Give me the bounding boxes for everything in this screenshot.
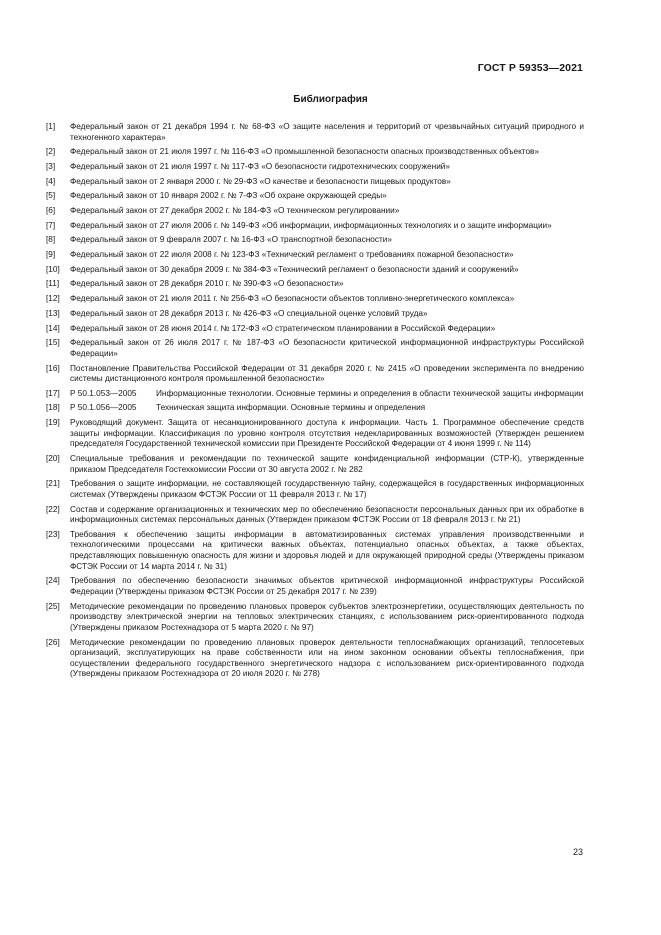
- entry-text: Федеральный закон от 28 июня 2014 г. № 172-ФЗ «О стратегическом планировании в Российской Федерации»: [70, 323, 496, 333]
- standard-code: Р 50.1.053—2005: [70, 388, 137, 398]
- bibliography-entry: [46, 338, 584, 359]
- entry-number: [23]: [46, 529, 60, 539]
- entry-text: Состав и содержание организационных и технических мер по обеспечению безопасности персональных данных при их обработке в информационных системах персональных данных (Утвержден приказом ФСТЭК России от 18 февраля 2013 г. № 21): [70, 504, 584, 525]
- entry-text: Федеральный закон от 21 июля 1997 г. № 116-ФЗ «О промышленной безопасности опасных производственных объектов»: [70, 147, 540, 157]
- entry-text: Информационные технологии. Основные термины и определения в области технической защиты информации: [156, 388, 584, 398]
- bibliography-entry: [46, 418, 584, 450]
- entry-number: [3]: [46, 161, 56, 171]
- entry-text: Федеральный закон от 21 июля 2011 г. № 256-ФЗ «О безопасности объектов топливно-энергетического комплекса»: [70, 294, 515, 304]
- bibliography-entry: [46, 265, 584, 276]
- entry-number: [18]: [46, 403, 60, 413]
- entry-number: [2]: [46, 147, 56, 157]
- bibliography-entry: [46, 638, 584, 680]
- entry-text: Постановление Правительства Российской Федерации от 31 декабря 2020 г. № 2415 «О проведении эксперимента по внедрению системы дистанционного контроля промышленной безопасности»: [70, 363, 584, 384]
- standard-code: Р 50.1.056—2005: [70, 403, 137, 413]
- entry-standard: [70, 389, 584, 400]
- entry-number: [8]: [46, 235, 56, 245]
- entry-text: Федеральный закон от 26 июля 2017 г. № 187-ФЗ «О безопасности критической информационной инфраструктуры Российской Федерации»: [70, 338, 584, 358]
- entry-number: [12]: [46, 294, 60, 304]
- entry-number: [16]: [46, 363, 60, 373]
- bibliography-entry: [46, 324, 584, 335]
- bibliography-entry: [46, 177, 584, 188]
- entry-text: Требования о защите информации, не составляющей государственную тайну, содержащейся в государственных информационных системах (Утверждены приказом ФСТЭК России от 11 февраля 2013 г. № 17): [70, 479, 584, 499]
- entry-number: [21]: [46, 479, 60, 489]
- entry-number: [25]: [46, 601, 60, 611]
- document-header: ГОСТ Р 59353—2021: [477, 62, 583, 74]
- entry-text: Техническая защита информации. Основные термины и определения: [156, 403, 426, 413]
- bibliography-entry: [46, 235, 584, 246]
- entry-number: [13]: [46, 308, 60, 318]
- entry-text: Федеральный закон от 21 декабря 1994 г. № 68-ФЗ «О защите населения и территорий от чрезвычайных ситуаций природного и техногенного характера»: [70, 122, 584, 142]
- entry-text: Руководящий документ. Защита от несанкционированного доступа к информации. Часть 1. Программное обеспечение средств защиты информации. Классификация по уровню контроля отсутствия недекларированных возможностей (Утвержден решением председателя Государственной технической комиссии при Президенте Российской Федерации от 4 июня 1999 г. № 114): [70, 418, 584, 449]
- entry-number: [1]: [46, 122, 56, 131]
- entry-number: [4]: [46, 176, 56, 186]
- entry-number: [14]: [46, 323, 60, 333]
- entry-number: [17]: [46, 388, 60, 398]
- entry-text: Федеральный закон от 10 января 2002 г. № 7-ФЗ «Об охране окружающей среды»: [70, 191, 387, 201]
- entry-text: Федеральный закон от 27 июля 2006 г. № 149-ФЗ «Об информации, информационных технологиях и о защите информации»: [70, 220, 552, 230]
- bibliography-entry: [46, 309, 584, 320]
- entry-text: Специальные требования и рекомендации по технической защите конфиденциальной информации (СТР-К), утвержденные приказом Председателя Гостехкомиссии России от 30 августа 2002 г. № 282: [70, 454, 584, 474]
- entry-number: [22]: [46, 504, 60, 514]
- bibliography-entry: [46, 364, 584, 385]
- entry-text: Требования по обеспечению безопасности значимых объектов критической информационной инфраструктуры Российской Федерации (Утверждены приказом ФСТЭК России от 25 декабря 2017 г. № 239): [70, 576, 584, 596]
- bibliography-entry: [46, 479, 584, 500]
- bibliography-entry: [46, 454, 584, 475]
- section-title: Библиография: [293, 94, 368, 105]
- entry-text: Методические рекомендации по проведению плановых проверок деятельности теплоснабжающих организаций, теплосетевых организаций, эксплуатирующих на праве собственности или на ином законном основании объекты теплоснабжения, при осуществлении федерального государственного энергетического надзора с использованием риск-ориентированного подхода (Утверждены приказом Ростехнадзора от 20 июля 2020 г. № 278): [70, 637, 584, 679]
- entry-number: [19]: [46, 418, 60, 428]
- bibliography-entry: [46, 191, 584, 202]
- entry-text: Федеральный закон от 27 декабря 2002 г. № 184-ФЗ «О техническом регулировании»: [70, 206, 400, 216]
- entry-number: [26]: [46, 637, 60, 647]
- bibliography-entry: [46, 389, 584, 400]
- bibliography-entry: [46, 162, 584, 173]
- page-number: 23: [572, 847, 583, 857]
- entry-number: [15]: [46, 338, 60, 348]
- entry-text: Федеральный закон от 9 февраля 2007 г. № 16-ФЗ «О транспортной безопасности»: [70, 235, 392, 245]
- bibliography-entry: [46, 147, 584, 158]
- entry-number: [5]: [46, 191, 56, 201]
- bibliography-entry: [46, 576, 584, 597]
- bibliography-entry: [46, 602, 584, 634]
- entry-text: Методические рекомендации по проведению плановых проверок субъектов электроэнергетики, осуществляющих деятельность по производству электрической энергии на тепловых электрических станциях, с использованием риск-ориентированного подхода (Утверждены приказом Ростехнадзора от 5 марта 2020 г. № 97): [70, 601, 584, 632]
- entry-number: [11]: [46, 279, 60, 289]
- entry-number: [20]: [46, 454, 60, 464]
- bibliography-entry: [46, 279, 584, 290]
- bibliography-entry: [46, 530, 584, 572]
- entry-number: [7]: [46, 220, 56, 230]
- bibliography-list: [46, 122, 584, 684]
- bibliography-entry: [46, 403, 584, 414]
- entry-text: Федеральный закон от 21 июля 1997 г. № 117-ФЗ «О безопасности гидротехнических сооружений»: [70, 161, 450, 171]
- bibliography-entry: [46, 250, 584, 261]
- bibliography-entry: [46, 505, 584, 526]
- entry-number: [9]: [46, 250, 56, 260]
- bibliography-entry: [46, 206, 584, 217]
- entry-text: Федеральный закон от 28 декабря 2010 г. № 390-ФЗ «О безопасности»: [70, 279, 344, 289]
- entry-standard: [70, 403, 584, 414]
- entry-text: Федеральный закон от 30 декабря 2009 г. № 384-ФЗ «Технический регламент о безопасности зданий и сооружений»: [70, 264, 519, 274]
- entry-text: Федеральный закон от 28 декабря 2013 г. № 426-ФЗ «О специальной оценке условий труда»: [70, 308, 428, 318]
- entry-number: [6]: [46, 206, 56, 216]
- entry-number: [10]: [46, 264, 60, 274]
- bibliography-entry: [46, 122, 584, 143]
- entry-text: Федеральный закон от 22 июля 2008 г. № 123-ФЗ «Технический регламент о требованиях пожарной безопасности»: [70, 250, 514, 260]
- entry-number: [24]: [46, 576, 60, 586]
- entry-text: Требования к обеспечению защиты информации в автоматизированных системах управления производственными и технологическими процессами на критически важных объектах, потенциально опасных объектах, а также объектах, представляющих повышенную опасность для жизни и здоровья людей и для окружающей природной среды (Утверждены приказом ФСТЭК России от 14 марта 2014 г. № 31): [70, 529, 584, 571]
- bibliography-entry: [46, 294, 584, 305]
- bibliography-entry: [46, 221, 584, 232]
- entry-text: Федеральный закон от 2 января 2000 г. № 29-ФЗ «О качестве и безопасности пищевых продуктов»: [70, 176, 451, 186]
